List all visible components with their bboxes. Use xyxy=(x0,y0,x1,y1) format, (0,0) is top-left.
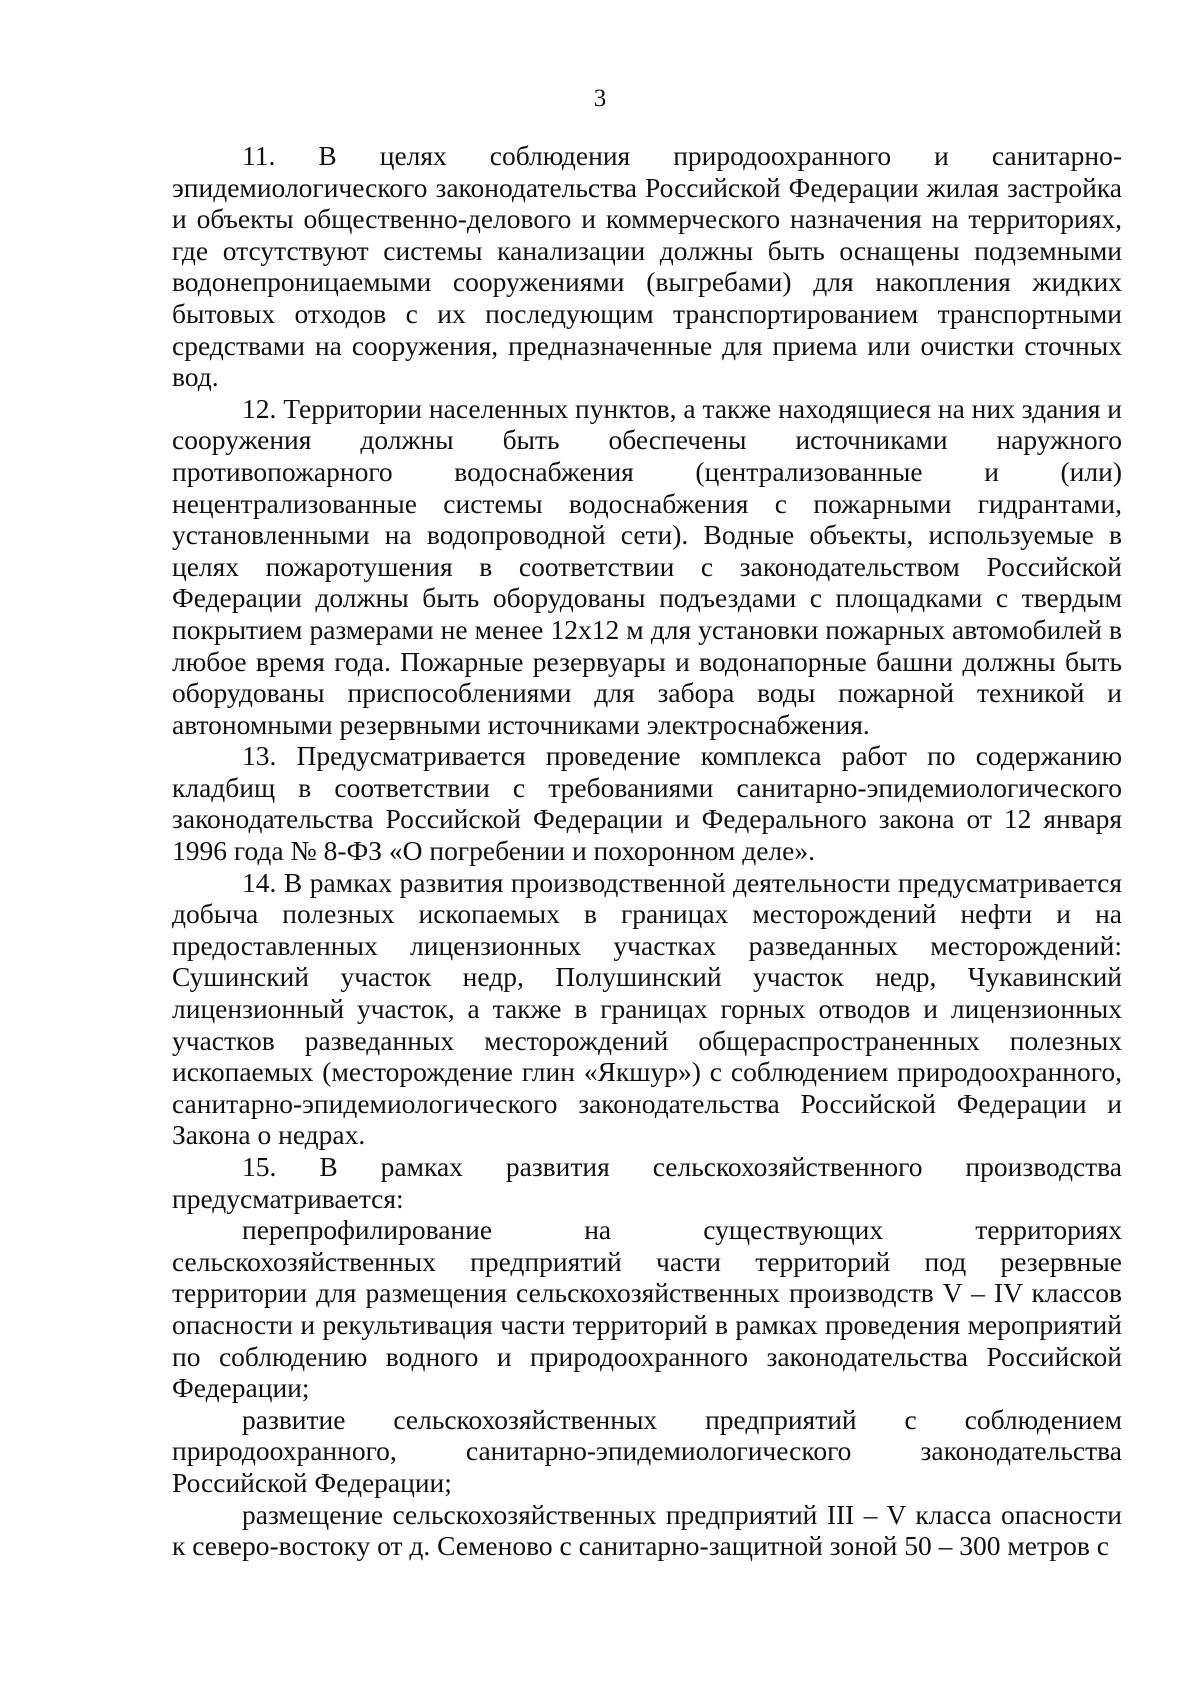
paragraph-12: 12. Территории населенных пунктов, а также находящиеся на них здания и сооружения должны быть обеспечены источниками наружного противопожарного водоснабжения (централизованные и (или) нецентрализованные системы водоснабжения с пожарными гидрантами, установленными на водопроводной сети). Водные объекты, используемые в целях пожаротушения в соответствии с законодательством Российской Федерации должны быть оборудованы подъездами с площадками с твердым покрытием размерами не менее 12х12 м для установки пожарных автомобилей в любое время года. Пожарные резервуары и водонапорные башни должны быть оборудованы приспособлениями для забора воды пожарной техникой и автономными резервными источниками электроснабжения. xyxy=(172,392,1122,740)
list-item-placement: размещение сельскохозяйственных предприятий III – V класса опасности к северо-востоку от д. Семеново с санитарно-защитной зоной 50 – 300 метров с xyxy=(172,1498,1122,1562)
document-body xyxy=(172,140,1122,1562)
page-number: 3 xyxy=(593,85,607,112)
list-item-reprofiling: перепрофилирование на существующих территориях сельскохозяйственных предприятий части территорий под резервные территории для размещения сельскохозяйственных производств V – IV классов опасности и рекультивация части территорий в рамках проведения мероприятий по соблюдению водного и природоохранного законодательства Российской Федерации; xyxy=(172,1214,1122,1404)
paragraph-15: 15. В рамках развития сельскохозяйственного производства предусматривается: xyxy=(172,1151,1122,1214)
list-item-development: развитие сельскохозяйственных предприятий с соблюдением природоохранного, санитарно-эпидемиологического законодательства Российской Федерации; xyxy=(172,1403,1122,1498)
paragraph-11: 11. В целях соблюдения природоохранного и санитарно-эпидемиологического законодательства Российской Федерации жилая застройка и объекты общественно-делового и коммерческого назначения на территориях, где отсутствуют системы канализации должны быть оснащены подземными водонепроницаемыми сооружениями (выгребами) для накопления жидких бытовых отходов с их последующим транспортированием транспортными средствами на сооружения, предназначенные для приема или очистки сточных вод. xyxy=(172,140,1122,393)
paragraph-14: 14. В рамках развития производственной деятельности предусматривается добыча полезных ископаемых в границах месторождений нефти и на предоставленных лицензионных участках разведанных месторождений: Сушинский участок недр, Полушинский участок недр, Чукавинский лицензионный участок, а также в границах горных отводов и лицензионных участков разведанных месторождений общераспространенных полезных ископаемых (месторождение глин «Якшур») с соблюдением природоохранного, санитарно-эпидемиологического законодательства Российской Федерации и Закона о недрах. xyxy=(172,866,1122,1151)
paragraph-13: 13. Предусматривается проведение комплекса работ по содержанию кладбищ в соответствии с требованиями санитарно-эпидемиологического законодательства Российской Федерации и Федерального закона от 12 января 1996 года № 8-ФЗ «О погребении и похоронном деле». xyxy=(172,740,1122,867)
